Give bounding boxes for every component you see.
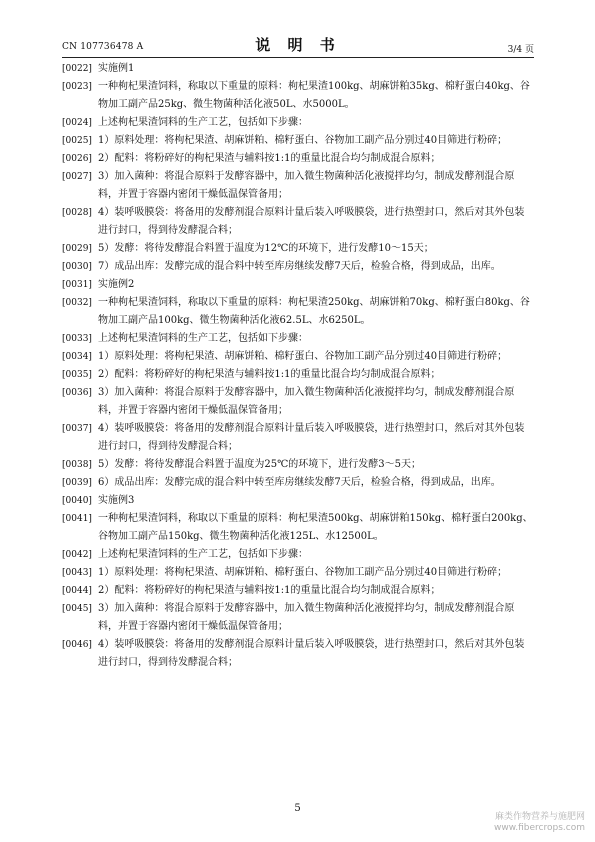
paragraph	[62, 420, 534, 456]
paragraph-text: 6）成品出库：发酵完成的混合料中转至库房继续发酵7天后，检验合格，得到成品，出库。	[98, 477, 501, 488]
page-header	[62, 34, 534, 56]
paragraph	[62, 492, 534, 510]
paragraph	[62, 474, 534, 492]
paragraph-text: 7）成品出库：发酵完成的混合料中转至库房继续发酵7天后，检验合格，得到成品，出库。	[98, 261, 501, 272]
paragraph-number: [0037]	[62, 424, 92, 434]
paragraph-number: [0042]	[62, 550, 92, 560]
paragraph-text: 实施例2	[98, 279, 135, 290]
document-body	[62, 60, 534, 672]
paragraph	[62, 636, 534, 672]
paragraph-number: [0046]	[62, 640, 92, 650]
paragraph-number: [0035]	[62, 370, 92, 380]
paragraph	[62, 564, 534, 582]
paragraph-number: [0045]	[62, 604, 92, 614]
paragraph-text: 3）加入菌种：将混合原料于发酵容器中，加入微生物菌种活化液搅拌均匀，制成发酵剂混合原料，并置于容器内密闭干燥低温保管备用；	[98, 171, 515, 200]
paragraph-text: 上述枸杞果渣饲料的生产工艺，包括如下步骤：	[98, 333, 308, 344]
paragraph	[62, 384, 534, 420]
paragraph-text: 4）装呼吸膜袋：将备用的发酵剂混合原料计量后装入呼吸膜袋，进行热塑封口，然后对其外包装进行封口，得到待发酵混合料；	[98, 207, 525, 236]
paragraph-text: 一种枸杞果渣饲料，称取以下重量的原料：枸杞果渣250kg、胡麻饼粕70kg、棉籽蛋白80kg、谷物加工副产品100kg、微生物菌种活化液62.5L、水6250L。	[98, 297, 530, 326]
paragraph-number: [0022]	[62, 64, 92, 74]
paragraph-number: [0031]	[62, 280, 92, 290]
paragraph-number: [0024]	[62, 118, 92, 128]
paragraph-number: [0030]	[62, 262, 92, 272]
paragraph	[62, 582, 534, 600]
paragraph-number: [0023]	[62, 82, 92, 92]
paragraph	[62, 330, 534, 348]
paragraph	[62, 168, 534, 204]
paragraph-number: [0036]	[62, 388, 92, 398]
paragraph-number: [0034]	[62, 352, 92, 362]
paragraph-text: 3）加入菌种：将混合原料于发酵容器中，加入微生物菌种活化液搅拌均匀，制成发酵剂混合原料，并置于容器内密闭干燥低温保管备用；	[98, 603, 515, 632]
paragraph-text: 4）装呼吸膜袋：将备用的发酵剂混合原料计量后装入呼吸膜袋，进行热塑封口，然后对其外包装进行封口，得到待发酵混合料；	[98, 423, 525, 452]
page-count: 3/4 页	[507, 45, 534, 55]
paragraph-text: 上述枸杞果渣饲料的生产工艺，包括如下步骤：	[98, 117, 308, 128]
paragraph	[62, 150, 534, 168]
document-title: 说 明 书	[255, 36, 341, 54]
paragraph-text: 2）配料：将粉碎好的枸杞果渣与辅料按1:1的重量比混合均匀制成混合原料；	[98, 585, 441, 596]
paragraph	[62, 456, 534, 474]
paragraph-text: 4）装呼吸膜袋：将备用的发酵剂混合原料计量后装入呼吸膜袋，进行热塑封口，然后对其外包装进行封口，得到待发酵混合料；	[98, 639, 525, 668]
watermark-line-1: 麻类作物营养与施肥网	[494, 812, 585, 822]
paragraph	[62, 366, 534, 384]
paragraph-number: [0044]	[62, 586, 92, 596]
paragraph-number: [0028]	[62, 208, 92, 218]
watermark-line-2: www.fibercrops.com	[494, 823, 585, 833]
paragraph-number: [0039]	[62, 478, 92, 488]
paragraph-number: [0025]	[62, 136, 92, 146]
paragraph	[62, 600, 534, 636]
paragraph	[62, 510, 534, 546]
paragraph-text: 2）配料：将粉碎好的枸杞果渣与辅料按1:1的重量比混合均匀制成混合原料；	[98, 369, 441, 380]
paragraph-text: 实施例3	[98, 495, 135, 506]
paragraph-number: [0029]	[62, 244, 92, 254]
paragraph	[62, 258, 534, 276]
paragraph-text: 3）加入菌种：将混合原料于发酵容器中，加入微生物菌种活化液搅拌均匀，制成发酵剂混合原料，并置于容器内密闭干燥低温保管备用；	[98, 387, 515, 416]
paragraph-text: 一种枸杞果渣饲料，称取以下重量的原料：枸杞果渣500kg、胡麻饼粕150kg、棉籽蛋白200kg、谷物加工副产品150kg、微生物菌种活化液125L、水12500L。	[98, 513, 533, 542]
paragraph-text: 实施例1	[98, 63, 135, 74]
paragraph-text: 一种枸杞果渣饲料，称取以下重量的原料：枸杞果渣100kg、胡麻饼粕35kg、棉籽蛋白40kg、谷物加工副产品25kg、微生物菌种活化液50L、水5000L。	[98, 81, 530, 110]
header-divider	[62, 57, 534, 58]
paragraph	[62, 348, 534, 366]
paragraph-number: [0027]	[62, 172, 92, 182]
paragraph	[62, 546, 534, 564]
paragraph-number: [0033]	[62, 334, 92, 344]
paragraph	[62, 78, 534, 114]
paragraph-text: 1）原料处理：将枸杞果渣、胡麻饼粕、棉籽蛋白、谷物加工副产品分别过40目筛进行粉碎；	[98, 135, 508, 146]
paragraph-text: 5）发酵：将待发酵混合料置于温度为25℃的环境下，进行发酵3～5天；	[98, 459, 421, 470]
watermark	[494, 812, 585, 834]
paragraph-text: 1）原料处理：将枸杞果渣、胡麻饼粕、棉籽蛋白、谷物加工副产品分别过40目筛进行粉碎；	[98, 567, 508, 578]
paragraph	[62, 204, 534, 240]
paragraph-text: 上述枸杞果渣饲料的生产工艺，包括如下步骤：	[98, 549, 308, 560]
paragraph-number: [0038]	[62, 460, 92, 470]
page-number: 5	[294, 803, 301, 814]
paragraph-number: [0026]	[62, 154, 92, 164]
paragraph-text: 1）原料处理：将枸杞果渣、胡麻饼粕、棉籽蛋白、谷物加工副产品分别过40目筛进行粉碎；	[98, 351, 508, 362]
paragraph	[62, 60, 534, 78]
paragraph	[62, 114, 534, 132]
paragraph-number: [0040]	[62, 496, 92, 506]
paragraph	[62, 132, 534, 150]
paragraph-number: [0041]	[62, 514, 92, 524]
paragraph	[62, 294, 534, 330]
paragraph-text: 2）配料：将粉碎好的枸杞果渣与辅料按1:1的重量比混合均匀制成混合原料；	[98, 153, 441, 164]
paragraph	[62, 276, 534, 294]
paragraph-number: [0032]	[62, 298, 92, 308]
paragraph	[62, 240, 534, 258]
paragraph-text: 5）发酵：将待发酵混合料置于温度为12℃的环境下，进行发酵10～15天；	[98, 243, 434, 254]
paragraph-number: [0043]	[62, 568, 92, 578]
patent-number: CN 107736478 A	[62, 42, 144, 52]
